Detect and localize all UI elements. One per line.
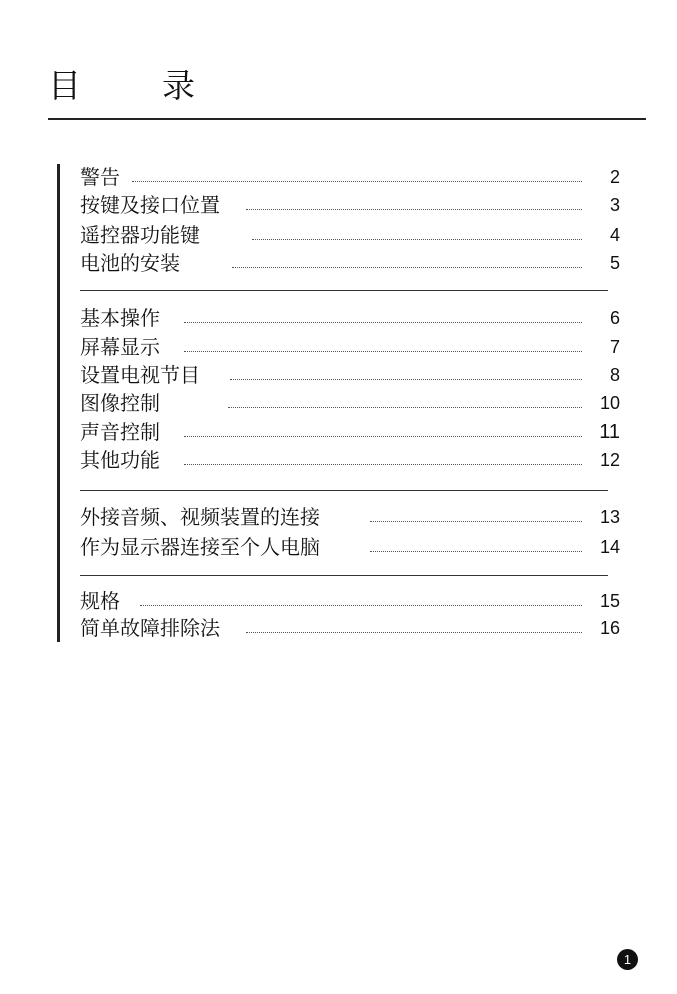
section-divider	[80, 290, 608, 291]
toc-entry	[80, 614, 620, 642]
leader-dots	[370, 551, 582, 552]
toc-entry-page: 8	[609, 365, 620, 385]
leader-dots	[184, 464, 582, 465]
leader-dots	[232, 267, 582, 268]
leader-dots	[184, 322, 582, 323]
toc-entry-page: 7	[609, 337, 620, 357]
page-number-badge: 1	[617, 949, 638, 970]
toc-entry-label: 作为显示器连接至个人电脑	[80, 535, 320, 559]
toc-entry-label: 图像控制	[80, 391, 160, 415]
leader-dots	[246, 632, 582, 633]
toc-entry-page: 6	[609, 308, 620, 328]
toc-entry	[80, 249, 620, 277]
leader-dots	[370, 521, 582, 522]
toc-entry	[80, 304, 620, 332]
toc-entry	[80, 503, 620, 531]
leader-dots	[246, 209, 582, 210]
toc-entry-label: 屏幕显示	[80, 335, 160, 359]
leader-dots	[252, 239, 582, 240]
toc-entry-label: 设置电视节目	[80, 363, 200, 387]
toc-entry	[80, 163, 620, 191]
toc-entry	[80, 333, 620, 361]
toc-entry-label: 遥控器功能键	[80, 223, 200, 247]
toc-entry	[80, 418, 620, 446]
toc-entry	[80, 191, 620, 219]
leader-dots	[140, 605, 582, 606]
toc-entry-label: 声音控制	[80, 420, 160, 444]
leader-dots	[132, 181, 582, 182]
toc-entry-page: 10	[599, 393, 620, 413]
title-underline	[48, 118, 646, 120]
title-char-1: 目	[48, 66, 81, 105]
section-divider	[80, 575, 608, 576]
toc-entry-page: 15	[599, 591, 620, 611]
leader-dots	[184, 436, 582, 437]
leader-dots	[184, 351, 582, 352]
toc-entry	[80, 533, 620, 561]
toc-entry	[80, 361, 620, 389]
toc-entry-page: 14	[599, 537, 620, 557]
toc-entry-label: 规格	[80, 589, 120, 613]
toc-entry-page: 11	[599, 421, 620, 443]
toc-entry-page: 2	[609, 167, 620, 187]
section-divider	[80, 490, 608, 491]
toc-entry-label: 电池的安装	[80, 251, 180, 275]
title-char-2: 录	[162, 66, 195, 105]
toc-entry-page: 16	[599, 618, 620, 638]
toc-entry-page: 13	[599, 507, 620, 527]
toc-entry-page: 5	[609, 253, 620, 273]
toc-entry-label: 警告	[80, 165, 120, 189]
toc-entry-label: 简单故障排除法	[80, 616, 220, 640]
toc-entry-label: 按键及接口位置	[80, 193, 220, 217]
toc-entry	[80, 587, 620, 615]
toc-entry-page: 3	[609, 195, 620, 215]
toc-entry-label: 基本操作	[80, 306, 160, 330]
toc-entry-label: 外接音频、视频装置的连接	[80, 505, 320, 529]
toc-entry	[80, 389, 620, 417]
toc-entry	[80, 221, 620, 249]
toc-side-bar	[57, 164, 60, 642]
leader-dots	[228, 407, 582, 408]
toc-entry	[80, 446, 620, 474]
toc-entry-page: 4	[609, 225, 620, 245]
toc-entry-page: 12	[599, 450, 620, 470]
leader-dots	[230, 379, 582, 380]
toc-entry-label: 其他功能	[80, 448, 160, 472]
